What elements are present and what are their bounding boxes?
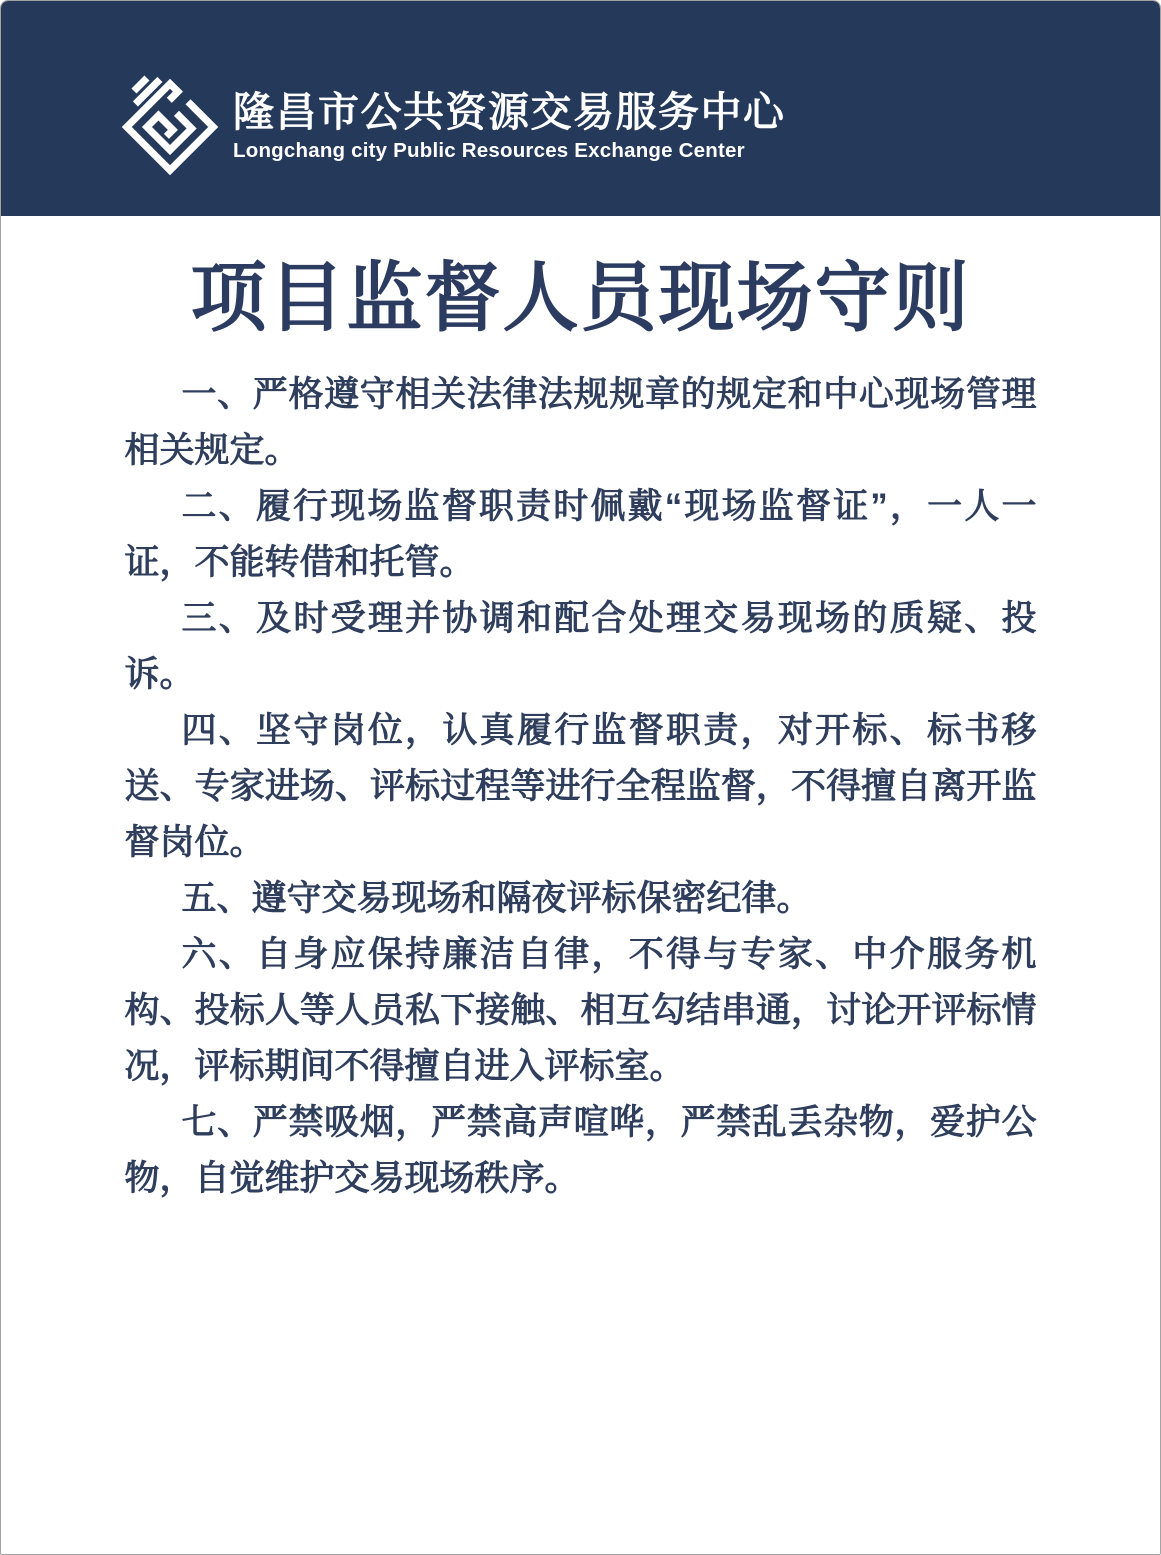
- rule-text: 五、遵守交易现场和隔夜评标保密纪律。: [181, 879, 812, 919]
- rules-list: [125, 367, 1037, 1207]
- org-identity: [233, 90, 786, 163]
- rule-text: 三、及时受理并协调和配合处理交易现场的质疑、投诉。: [124, 599, 1037, 695]
- rule-text: 六、自身应保持廉洁自律，不得与专家、中介服务机构、投标人等人员私下接触、相互勾结串通，讨论开评标情况，评标期间不得擅自进入评标室。: [124, 935, 1037, 1087]
- header-band: [1, 1, 1160, 216]
- diamond-spiral-logo-icon: [117, 74, 223, 180]
- org-name-en: Longchang city Public Resources Exchange Center: [233, 139, 745, 163]
- org-name-zh: 隆昌市公共资源交易服务中心: [233, 89, 786, 136]
- rule-text: 一、严格遵守相关法律法规规章的规定和中心现场管理相关规定。: [124, 375, 1037, 471]
- rule-text: 四、坚守岗位，认真履行监督职责，对开标、标书移送、专家进场、评标过程等进行全程监督，不得擅自离开监督岗位。: [124, 711, 1037, 863]
- page-title: 项目监督人员现场守则: [190, 256, 971, 341]
- rule-text: 二、履行现场监督职责时佩戴“现场监督证”，一人一证，不能转借和托管。: [124, 487, 1037, 583]
- rule-text: 七、严禁吸烟，严禁高声喧哗，严禁乱丢杂物，爱护公物，自觉维护交易现场秩序。: [124, 1103, 1037, 1199]
